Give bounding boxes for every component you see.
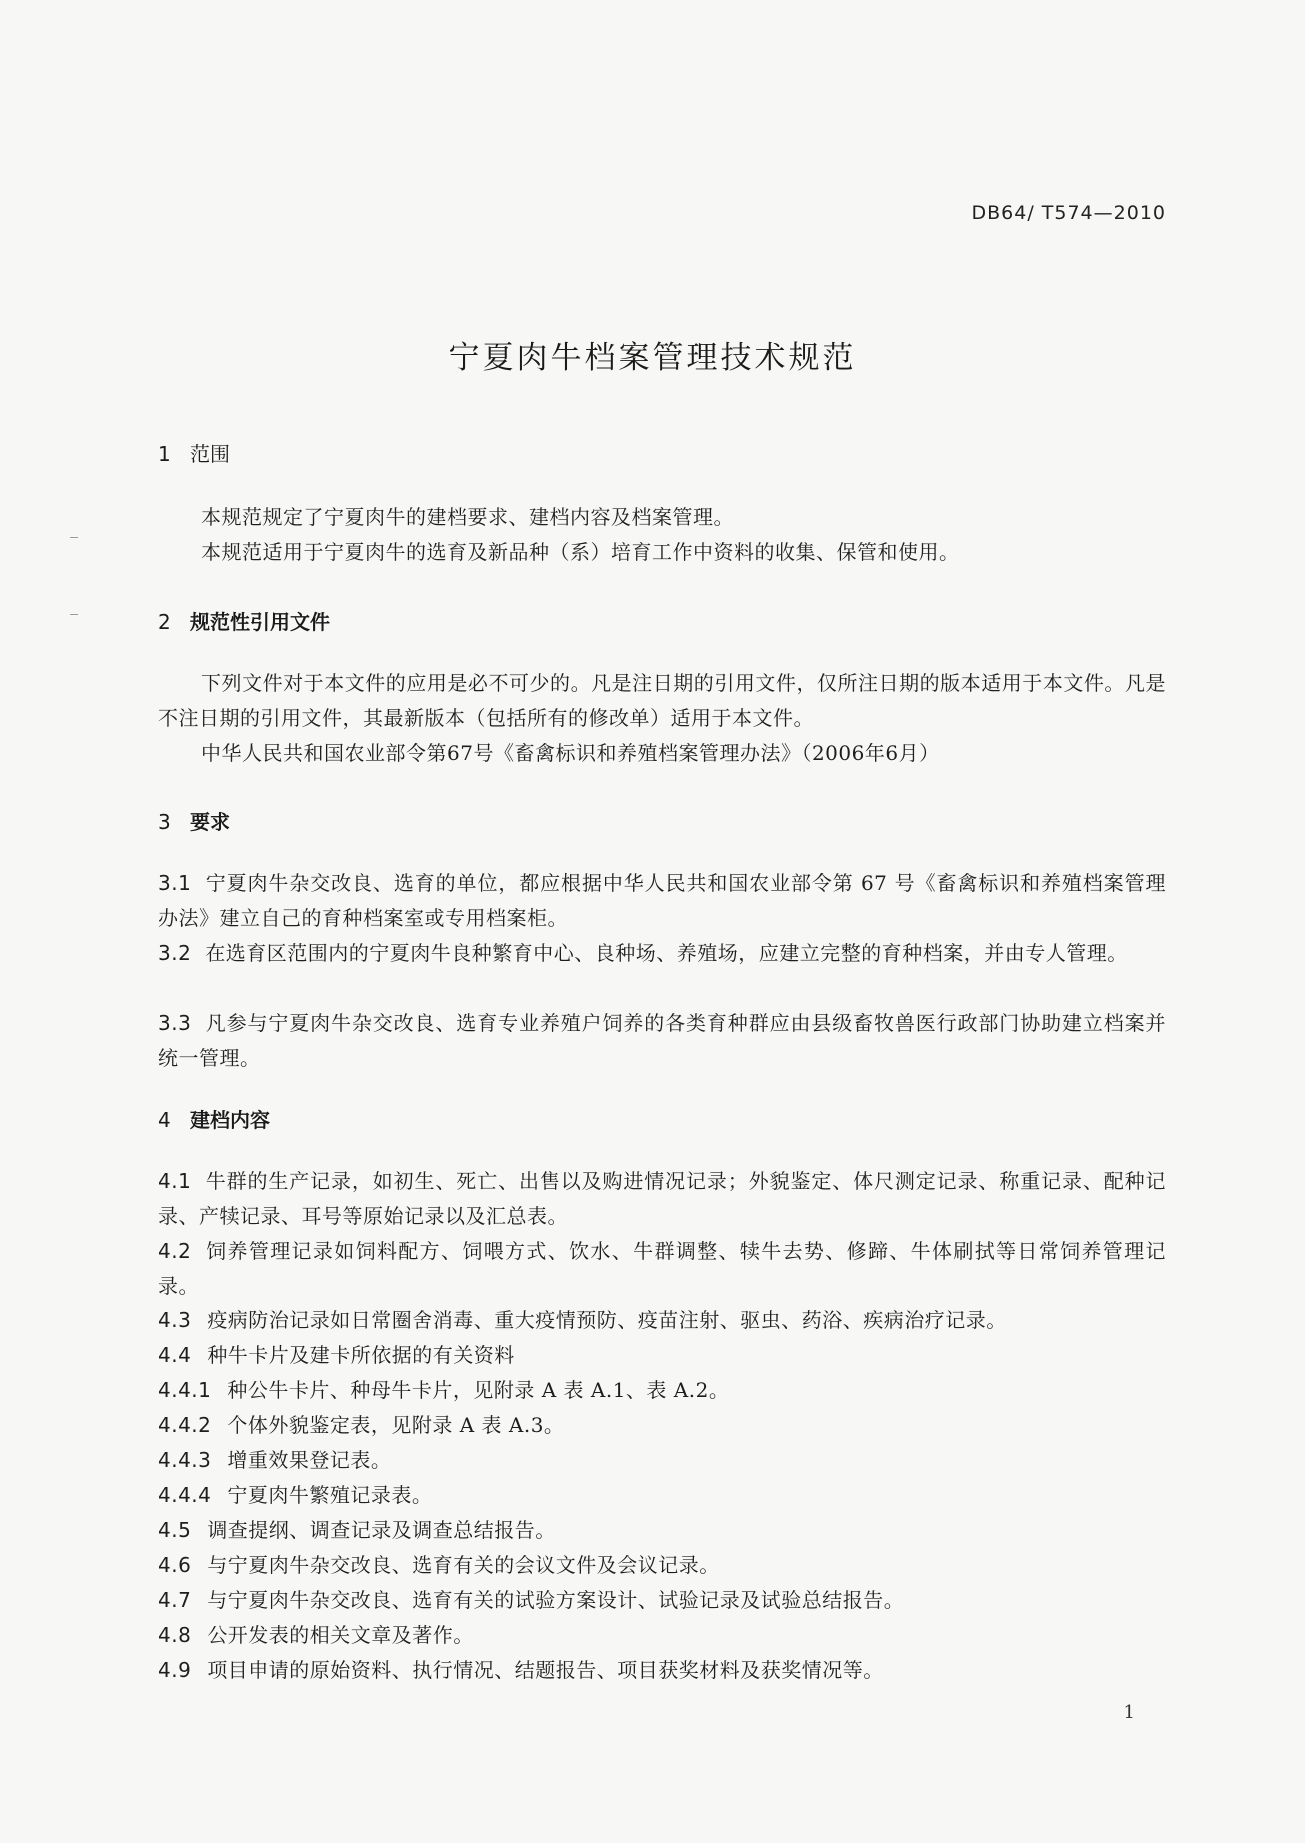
clause-text: 宁夏肉牛杂交改良、选育的单位，都应根据中华人民共和国农业部令第 67 号《畜禽标识和养殖档案管理办法》建立自己的育种档案室或专用档案柜。 bbox=[158, 871, 1166, 930]
clause-4-2 bbox=[158, 1234, 1166, 1304]
section-title: 范围 bbox=[190, 442, 230, 466]
clause-text: 凡参与宁夏肉牛杂交改良、选育专业养殖户饲养的各类育种群应由县级畜牧兽医行政部门协助建立档案并统一管理。 bbox=[158, 1011, 1166, 1070]
clause-text: 增重效果登记表。 bbox=[227, 1448, 392, 1472]
clause-3-1 bbox=[158, 866, 1166, 936]
clause-3-2 bbox=[158, 936, 1166, 971]
clause-number: 4.7 bbox=[158, 1588, 192, 1612]
clause-text: 种公牛卡片、种母牛卡片，见附录 A 表 A.1、表 A.2。 bbox=[227, 1378, 730, 1402]
clause-text: 在选育区范围内的宁夏肉牛良种繁育中心、良种场、养殖场，应建立完整的育种档案，并由专人管理。 bbox=[205, 941, 1128, 965]
references-citation: 中华人民共和国农业部令第67号《畜禽标识和养殖档案管理办法》（2006年6月） bbox=[201, 741, 940, 765]
clause-4-1 bbox=[158, 1164, 1166, 1234]
section-title: 规范性引用文件 bbox=[190, 610, 330, 634]
section-number: 1 bbox=[158, 442, 171, 466]
clause-text: 项目申请的原始资料、执行情况、结题报告、项目获奖材料及获奖情况等。 bbox=[207, 1658, 884, 1682]
clause-4-7 bbox=[158, 1584, 904, 1613]
clause-number: 4.4.1 bbox=[158, 1378, 212, 1402]
clause-number: 4.9 bbox=[158, 1658, 192, 1682]
clause-4-4 bbox=[158, 1339, 515, 1368]
scan-speck bbox=[70, 537, 78, 538]
clause-number: 4.8 bbox=[158, 1623, 192, 1647]
clause-4-4-4 bbox=[158, 1479, 432, 1508]
scope-paragraph-2: 本规范适用于宁夏肉牛的选育及新品种（系）培育工作中资料的收集、保管和使用。 bbox=[201, 540, 960, 564]
clause-number: 4.4.2 bbox=[158, 1413, 212, 1437]
clause-number: 4.1 bbox=[158, 1169, 192, 1193]
clause-4-5 bbox=[158, 1514, 556, 1543]
clause-text: 调查提纲、调查记录及调查总结报告。 bbox=[207, 1518, 556, 1542]
clause-number: 4.3 bbox=[158, 1308, 192, 1332]
clause-number: 4.4 bbox=[158, 1343, 192, 1367]
section-heading-requirements bbox=[158, 806, 230, 835]
clause-4-4-2 bbox=[158, 1409, 564, 1438]
scan-speck bbox=[70, 614, 78, 615]
clause-4-4-1 bbox=[158, 1374, 729, 1403]
scope-paragraph-1: 本规范规定了宁夏肉牛的建档要求、建档内容及档案管理。 bbox=[201, 505, 734, 529]
clause-text: 种牛卡片及建卡所依据的有关资料 bbox=[207, 1343, 515, 1367]
standard-code: DB64/ T574—2010 bbox=[971, 202, 1166, 224]
clause-number: 3.3 bbox=[158, 1011, 192, 1035]
clause-text: 与宁夏肉牛杂交改良、选育有关的试验方案设计、试验记录及试验总结报告。 bbox=[207, 1588, 905, 1612]
clause-4-6 bbox=[158, 1549, 720, 1578]
section-title: 建档内容 bbox=[190, 1108, 270, 1132]
clause-text: 饲养管理记录如饲料配方、饲喂方式、饮水、牛群调整、犊牛去势、修蹄、牛体刷拭等日常饲养管理记录。 bbox=[158, 1239, 1166, 1298]
clause-number: 4.6 bbox=[158, 1553, 192, 1577]
clause-4-8 bbox=[158, 1619, 474, 1648]
clause-number: 3.2 bbox=[158, 941, 192, 965]
clause-text: 牛群的生产记录，如初生、死亡、出售以及购进情况记录；外貌鉴定、体尺测定记录、称重记录、配种记录、产犊记录、耳号等原始记录以及汇总表。 bbox=[158, 1169, 1166, 1228]
clause-number: 4.4.3 bbox=[158, 1448, 212, 1472]
section-number: 2 bbox=[158, 610, 171, 634]
clause-text: 与宁夏肉牛杂交改良、选育有关的会议文件及会议记录。 bbox=[207, 1553, 720, 1577]
clause-text: 个体外貌鉴定表，见附录 A 表 A.3。 bbox=[227, 1413, 565, 1437]
section-heading-contents bbox=[158, 1104, 270, 1133]
clause-text: 宁夏肉牛繁殖记录表。 bbox=[227, 1483, 433, 1507]
clause-4-9 bbox=[158, 1654, 884, 1683]
clause-4-3 bbox=[158, 1304, 1007, 1333]
clause-text: 疫病防治记录如日常圈舍消毒、重大疫情预防、疫苗注射、驱虫、药浴、疾病治疗记录。 bbox=[207, 1308, 1007, 1332]
section-title: 要求 bbox=[190, 810, 230, 834]
references-paragraph: 下列文件对于本文件的应用是必不可少的。凡是注日期的引用文件，仅所注日期的版本适用于本文件。凡是不注日期的引用文件，其最新版本（包括所有的修改单）适用于本文件。 bbox=[158, 671, 1166, 730]
section-number: 3 bbox=[158, 810, 171, 834]
section-heading-references bbox=[158, 606, 330, 635]
section-number: 4 bbox=[158, 1108, 171, 1132]
clause-number: 4.4.4 bbox=[158, 1483, 212, 1507]
clause-number: 3.1 bbox=[158, 871, 192, 895]
clause-3-3 bbox=[158, 1006, 1166, 1076]
clause-number: 4.2 bbox=[158, 1239, 192, 1263]
clause-text: 公开发表的相关文章及著作。 bbox=[207, 1623, 474, 1647]
page-number: 1 bbox=[1123, 1702, 1135, 1723]
section-heading-scope bbox=[158, 438, 230, 467]
clause-4-4-3 bbox=[158, 1444, 391, 1473]
clause-number: 4.5 bbox=[158, 1518, 192, 1542]
document-title: 宁夏肉牛档案管理技术规范 bbox=[448, 340, 857, 376]
